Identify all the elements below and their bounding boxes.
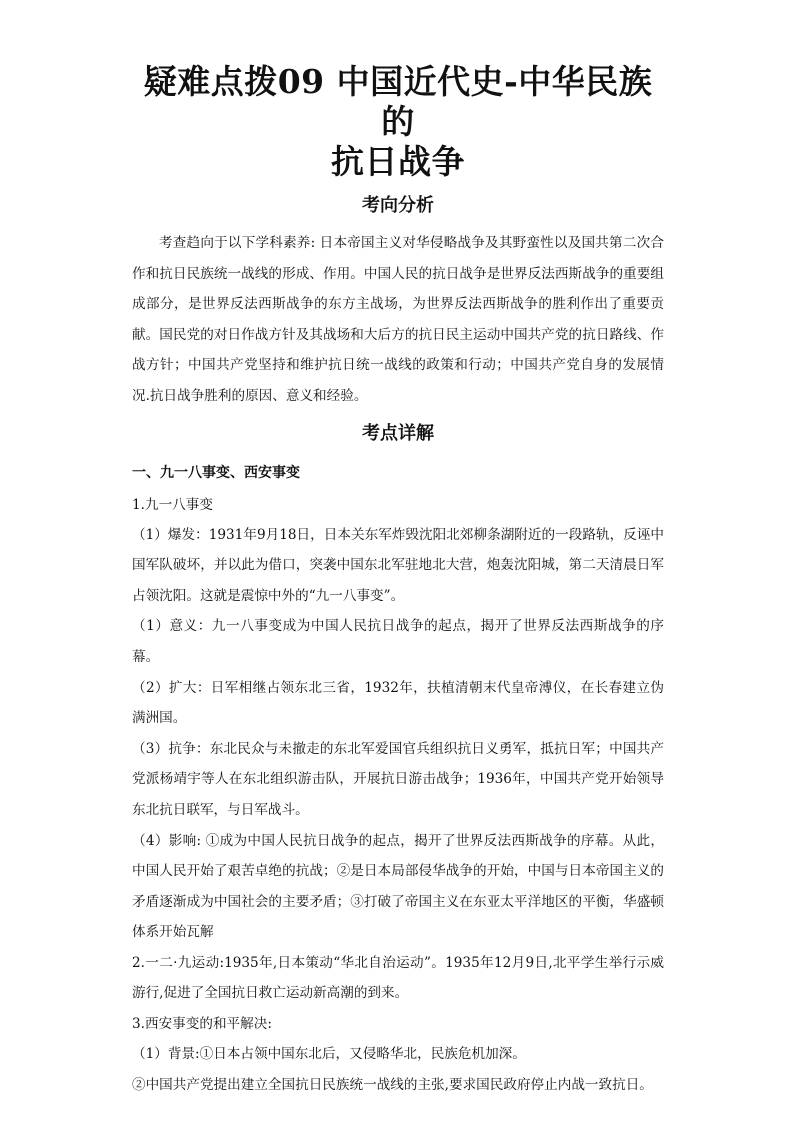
- paragraph-significance: （1）意义：九一八事变成为中国人民抗日战争的起点，揭开了世界反法西斯战争的序幕。: [132, 618, 664, 665]
- paragraph-expansion: （2）扩大：日军相继占领东北三省，1932年，扶植清朝末代皇帝溥仪，在长春建立伪满洲国。: [132, 679, 664, 727]
- item-1-title: 1.九一八事变: [132, 496, 213, 513]
- details-heading: 考点详解: [362, 422, 434, 444]
- title-line-1: 疑难点拨09 中国近代史-中华民族的: [143, 62, 653, 141]
- analysis-heading: 考向分析: [362, 195, 434, 216]
- section-1-title: 一、九一八事变、西安事变: [132, 464, 300, 481]
- paragraph-outbreak: （1）爆发：1931年9月18日，日本关东军炸毁沈阳北郊柳条湖附近的一段路轨，反诬中国军队破坏，并以此为借口，突袭中国东北军驻地北大营，炮轰沈阳城，第二天清晨日军占领沈阳。这就是震惊中外的“九一八事变”。: [132, 526, 664, 604]
- title-line-2: 抗日战争: [331, 142, 465, 181]
- paragraph-resistance: （3）抗争：东北民众与未撤走的东北军爱国官兵组织抗日义勇军，抵抗日军；中国共产党派杨靖宇等人在东北组织游击队，开展抗日游击战争；1936年，中国共产党开始领导东北抗日联军，与日军战斗。: [132, 740, 664, 818]
- paragraph-dec9-movement: 2.一二·九运动:1935年,日本策动“华北自治运动”。1935年12月9日,北平学生举行示威游行,促进了全国抗日救亡运动新高潮的到来。: [132, 954, 664, 1002]
- document-title: [132, 62, 664, 182]
- paragraph-impact: （4）影响: ①成为中国人民抗日战争的起点，揭开了世界反法西斯战争的序幕。从此，中国人民开始了艰苦卓绝的抗战；②是日本局部侵华战争的开始，中国与日本帝国主义的矛盾逐渐成为中国社会的主要矛盾；③打破了帝国主义在东亚太平洋地区的平衡，华盛顿体系开始瓦解: [132, 832, 664, 941]
- analysis-paragraph: 考查趋向于以下学科素养: 日本帝国主义对华侵略战争及其野蛮性以及国共第二次合作和抗日民族统一战线的形成、作用。中国人民的抗日战争是世界反法西斯战争的重要组成部分，是世界反法西斯战争的东方主战场，为世界反法西斯战争的胜利作出了重要贡献。国民党的对日作战方针及其战场和大后方的抗日民主运动中国共产党的抗日路线、作战方针；中国共产党坚持和维护抗日统一战线的政策和行动；中国共产党自身的发展情况.抗日战争胜利的原因、意义和经验。: [132, 235, 664, 404]
- paragraph-background: （1）背景:①日本占领中国东北后，又侵略华北，民族危机加深。: [132, 1046, 526, 1063]
- item-3-title: 3.西安事变的和平解决:: [132, 1016, 272, 1033]
- paragraph-united-front: ②中国共产党提出建立全国抗日民族统一战线的主张,要求国民政府停止内战一致抗日。: [132, 1076, 653, 1093]
